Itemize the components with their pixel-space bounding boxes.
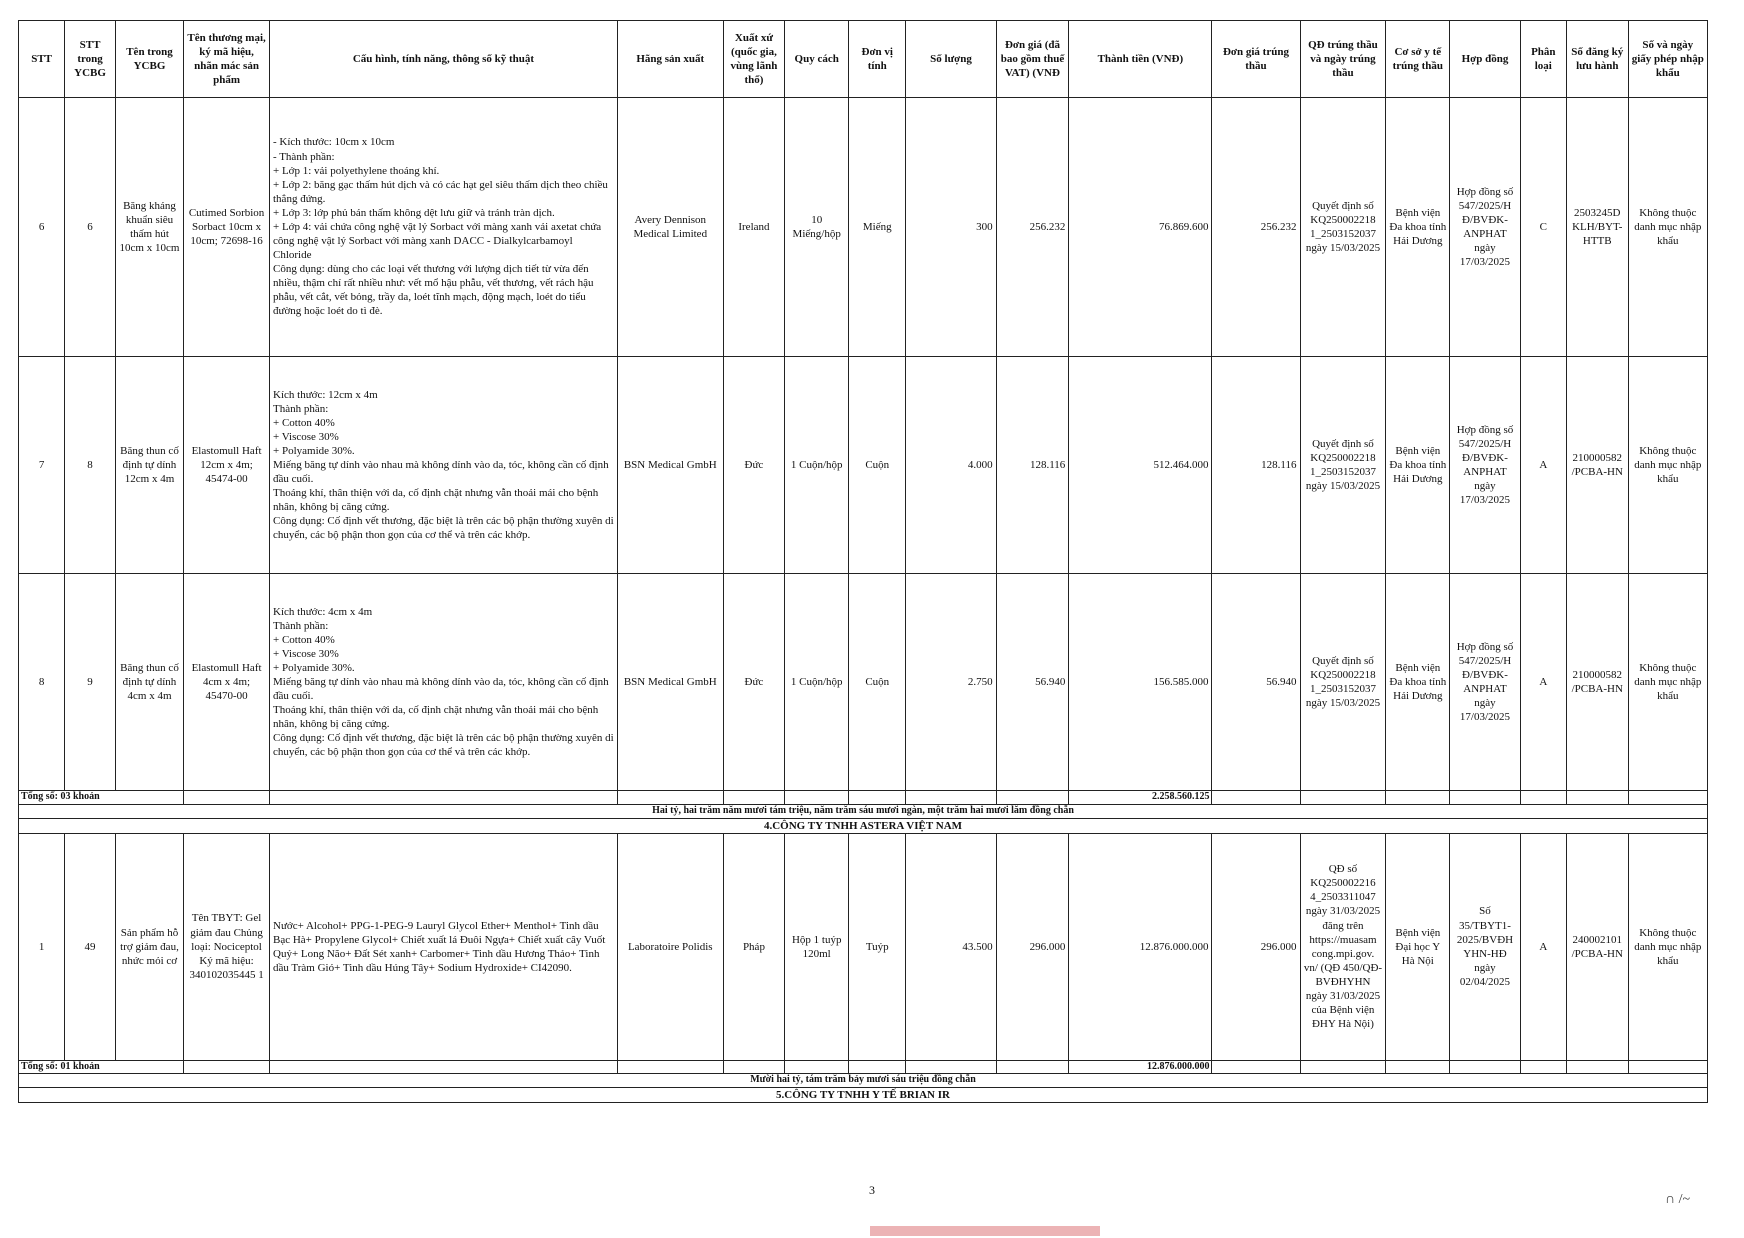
- col-xuat-xu: Xuất xứ (quốc gia, vùng lãnh thổ): [723, 21, 785, 98]
- cell-don-gia: 256.232: [996, 98, 1069, 357]
- col-stt: STT: [19, 21, 65, 98]
- col-ten-thuong-mai: Tên thương mại, ký mã hiệu, nhãn mác sản phẩm: [184, 21, 270, 98]
- total-count-row: [19, 1060, 1708, 1074]
- col-giay-phep: Số và ngày giấy phép nhập khẩu: [1628, 21, 1707, 98]
- cell-giay-phep: Không thuộc danh mục nhập khẩu: [1628, 357, 1707, 574]
- cell-giay-phep: Không thuộc danh mục nhập khẩu: [1628, 833, 1707, 1060]
- cell-don-gia: 56.940: [996, 574, 1069, 791]
- col-so-dang-ky: Số đăng ký lưu hành: [1566, 21, 1628, 98]
- table-row: [19, 833, 1708, 1060]
- col-don-gia-trung-thau: Đơn giá trúng thầu: [1212, 21, 1300, 98]
- col-cau-hinh: Cấu hình, tính năng, thông số kỹ thuật: [270, 21, 618, 98]
- cell-hop-dong: Số 35/TBYT1-2025/BVĐH YHN-HĐ ngày 02/04/2025: [1450, 833, 1520, 1060]
- cell-stt: 7: [19, 357, 65, 574]
- cell-hang-sx: Laboratoire Polidis: [617, 833, 723, 1060]
- col-qd-trung-thau: QĐ trúng thầu và ngày trúng thầu: [1300, 21, 1386, 98]
- cell-quy-cach: 10 Miếng/hộp: [785, 98, 849, 357]
- cell-so-luong: 300: [906, 98, 996, 357]
- cell-xuat-xu: Ireland: [723, 98, 785, 357]
- section-heading: 4.CÔNG TY TNHH ASTERA VIỆT NAM: [19, 818, 1708, 833]
- page-number: 3: [869, 1183, 875, 1197]
- cell-stt-ycbg: 9: [65, 574, 116, 791]
- col-quy-cach: Quy cách: [785, 21, 849, 98]
- cell-don-gia-trung-thau: 56.940: [1212, 574, 1300, 791]
- cell-so-dang-ky: 2503245D KLH/BYT-HTTB: [1566, 98, 1628, 357]
- cell-cau-hinh: Kích thước: 4cm x 4m Thành phần: + Cotton 40% + Viscose 30% + Polyamide 30%. Miếng băng tự dính vào nhau mà không dính vào da, tóc, không cần cố định đầu cuối. Thoáng khí, thân thiện với da, cố định chặt nhưng vẫn thoải mái cho bệnh nhân, không bị căng cứng. Công dụng: Cố định vết thương, đặc biệt là trên các bộ phận thường xuyên di chuyển, các bộ phận thon gọn của cơ thể và trên các khớp.: [270, 574, 618, 791]
- cell-stt-ycbg: 8: [65, 357, 116, 574]
- col-hang-sx: Hãng sản xuất: [617, 21, 723, 98]
- cell-stt: 6: [19, 98, 65, 357]
- cell-phan-loai: A: [1520, 357, 1566, 574]
- cell-ten-ycbg: Băng thun cố định tự dính 12cm x 4m: [115, 357, 183, 574]
- cell-hang-sx: BSN Medical GmbH: [617, 574, 723, 791]
- cell-thanh-tien: 156.585.000: [1069, 574, 1212, 791]
- col-ten-ycbg: Tên trong YCBG: [115, 21, 183, 98]
- cell-cau-hinh: - Kích thước: 10cm x 10cm - Thành phần: + Lớp 1: vải polyethylene thoáng khí. + Lớp 2: băng gạc thấm hút dịch và có các hạt gel siêu thấm dịch theo chiều thẳng đứng. + Lớp 3: lớp phủ bán thấm không dệt lưu giữ và tránh tràn dịch. + Lớp 4: vải chứa công nghệ vật lý Sorbact với màng xanh vải axetat chứa công nghệ vật lý Sorbact với màng xanh DACC - Dialkylcarbamoyl Chloride Công dụng: dùng cho các loại vết thương với lượng dịch tiết từ vừa đến nhiều, thậm chí rất nhiều như: vết mổ hậu phẫu, vết thương, vết rách hậu phẫu, vết cắt, vết bỏng, trầy da, loét tĩnh mạch, động mạch, loét do tiểu đường hoặc loét do tì đè.: [270, 98, 618, 357]
- cell-ten-thuong-mai: Elastomull Haft 4cm x 4m; 45470-00: [184, 574, 270, 791]
- cell-xuat-xu: Đức: [723, 357, 785, 574]
- cell-ten-ycbg: Băng thun cố định tự dính 4cm x 4m: [115, 574, 183, 791]
- cell-stt-ycbg: 49: [65, 833, 116, 1060]
- cell-giay-phep: Không thuộc danh mục nhập khẩu: [1628, 98, 1707, 357]
- cell-hop-dong: Hợp đồng số 547/2025/H Đ/BVĐK-ANPHAT ngày 17/03/2025: [1450, 98, 1520, 357]
- cell-don-vi: Miếng: [849, 98, 906, 357]
- section-heading-row: [19, 1088, 1708, 1103]
- cell-giay-phep: Không thuộc danh mục nhập khẩu: [1628, 574, 1707, 791]
- table-row: [19, 574, 1708, 791]
- cell-don-vi: Cuộn: [849, 574, 906, 791]
- total-count-label: Tổng số: 03 khoản: [19, 791, 184, 805]
- cell-stt: 8: [19, 574, 65, 791]
- cell-so-luong: 43.500: [906, 833, 996, 1060]
- cell-quy-cach: 1 Cuộn/hộp: [785, 574, 849, 791]
- cell-so-luong: 4.000: [906, 357, 996, 574]
- cell-co-so: Bệnh viện Đại học Y Hà Nội: [1386, 833, 1450, 1060]
- cell-so-dang-ky: 210000582 /PCBA-HN: [1566, 357, 1628, 574]
- cell-cau-hinh: Kích thước: 12cm x 4m Thành phần: + Cotton 40% + Viscose 30% + Polyamide 30%. Miếng băng tự dính vào nhau mà không dính vào da, tóc, không cần cố định đầu cuối. Thoáng khí, thân thiện với da, cố định chặt nhưng vẫn thoải mái cho bệnh nhân, không bị căng cứng. Công dụng: Cố định vết thương, đặc biệt là trên các bộ phận thường xuyên di chuyển, các bộ phận thon gọn của cơ thể và trên các khớp.: [270, 357, 618, 574]
- cell-xuat-xu: Đức: [723, 574, 785, 791]
- red-stamp-fragment: [870, 1226, 1100, 1236]
- section-heading: 5.CÔNG TY TNHH Y TẾ BRIAN IR: [19, 1088, 1708, 1103]
- cell-phan-loai: A: [1520, 574, 1566, 791]
- cell-qd-trung-thau: Quyết định số KQ250002218 1_2503152037 ngày 15/03/2025: [1300, 574, 1386, 791]
- total-in-words: Hai tỷ, hai trăm năm mươi tám triệu, năm trăm sáu mươi ngàn, một trăm hai mươi lăm đồng chẵn: [19, 804, 1708, 818]
- col-so-luong: Số lượng: [906, 21, 996, 98]
- cell-thanh-tien: 512.464.000: [1069, 357, 1212, 574]
- cell-so-dang-ky: 210000582 /PCBA-HN: [1566, 574, 1628, 791]
- table-row: [19, 98, 1708, 357]
- cell-co-so: Bệnh viện Đa khoa tỉnh Hải Dương: [1386, 574, 1450, 791]
- cell-phan-loai: A: [1520, 833, 1566, 1060]
- total-count-row: [19, 791, 1708, 805]
- cell-hop-dong: Hợp đồng số 547/2025/H Đ/BVĐK-ANPHAT ngày 17/03/2025: [1450, 574, 1520, 791]
- cell-don-gia: 296.000: [996, 833, 1069, 1060]
- total-in-words-row: [19, 804, 1708, 818]
- bid-results-table: [18, 20, 1708, 1103]
- header-row: [19, 21, 1708, 98]
- cell-thanh-tien: 12.876.000.000: [1069, 833, 1212, 1060]
- col-don-vi: Đơn vị tính: [849, 21, 906, 98]
- total-in-words-row: [19, 1074, 1708, 1088]
- col-phan-loai: Phân loại: [1520, 21, 1566, 98]
- cell-phan-loai: C: [1520, 98, 1566, 357]
- cell-ten-ycbg: Băng kháng khuẩn siêu thấm hút 10cm x 10cm: [115, 98, 183, 357]
- col-co-so: Cơ sở y tế trúng thầu: [1386, 21, 1450, 98]
- cell-hang-sx: BSN Medical GmbH: [617, 357, 723, 574]
- cell-don-gia-trung-thau: 296.000: [1212, 833, 1300, 1060]
- cell-hop-dong: Hợp đồng số 547/2025/H Đ/BVĐK-ANPHAT ngày 17/03/2025: [1450, 357, 1520, 574]
- cell-stt: 1: [19, 833, 65, 1060]
- cell-qd-trung-thau: QĐ số KQ250002216 4_2503311047 ngày 31/03/2025 đăng trên https://muasam cong.mpi.gov. vn/ (QĐ 450/QĐ-BVĐHYHN ngày 31/03/2025 của Bệnh viện ĐHY Hà Nội): [1300, 833, 1386, 1060]
- cell-don-gia-trung-thau: 256.232: [1212, 98, 1300, 357]
- cell-thanh-tien: 76.869.600: [1069, 98, 1212, 357]
- col-hop-dong: Hợp đồng: [1450, 21, 1520, 98]
- cell-hang-sx: Avery Dennison Medical Limited: [617, 98, 723, 357]
- cell-don-vi: Cuộn: [849, 357, 906, 574]
- cell-quy-cach: 1 Cuộn/hộp: [785, 357, 849, 574]
- table-row: [19, 357, 1708, 574]
- total-count-label: Tổng số: 01 khoản: [19, 1060, 184, 1074]
- total-amount: 2.258.560.125: [1069, 791, 1212, 805]
- cell-don-gia-trung-thau: 128.116: [1212, 357, 1300, 574]
- cell-qd-trung-thau: Quyết định số KQ250002218 1_2503152037 ngày 15/03/2025: [1300, 357, 1386, 574]
- handwritten-initials: ∩ /~: [1665, 1192, 1691, 1207]
- cell-ten-thuong-mai: Elastomull Haft 12cm x 4m; 45474-00: [184, 357, 270, 574]
- cell-qd-trung-thau: Quyết định số KQ250002218 1_2503152037 ngày 15/03/2025: [1300, 98, 1386, 357]
- cell-don-gia: 128.116: [996, 357, 1069, 574]
- cell-co-so: Bệnh viện Đa khoa tỉnh Hải Dương: [1386, 357, 1450, 574]
- total-in-words: Mười hai tỷ, tám trăm bảy mươi sáu triệu đồng chẵn: [19, 1074, 1708, 1088]
- col-thanh-tien: Thành tiền (VNĐ): [1069, 21, 1212, 98]
- cell-so-luong: 2.750: [906, 574, 996, 791]
- cell-ten-ycbg: Sản phẩm hỗ trợ giảm đau, nhức mỏi cơ: [115, 833, 183, 1060]
- cell-co-so: Bệnh viện Đa khoa tỉnh Hải Dương: [1386, 98, 1450, 357]
- cell-cau-hinh: Nước+ Alcohol+ PPG-1-PEG-9 Lauryl Glycol Ether+ Menthol+ Tinh dầu Bạc Hà+ Propylene Glycol+ Chiết xuất lá Đuôi Ngựa+ Chiết xuất cây Vuốt Quỷ+ Long Não+ Đất Sét xanh+ Carbomer+ Tinh dầu Hương Thảo+ Tinh dầu Tràm Gió+ Tinh dầu Húng Tây+ Sodium Hydroxide+ CI42090.: [270, 833, 618, 1060]
- col-stt-ycbg: STT trong YCBG: [65, 21, 116, 98]
- cell-quy-cach: Hộp 1 tuýp 120ml: [785, 833, 849, 1060]
- section-heading-row: [19, 818, 1708, 833]
- cell-stt-ycbg: 6: [65, 98, 116, 357]
- cell-so-dang-ky: 240002101 /PCBA-HN: [1566, 833, 1628, 1060]
- procurement-table-sheet: [18, 20, 1708, 1103]
- total-amount: 12.876.000.000: [1069, 1060, 1212, 1074]
- cell-ten-thuong-mai: Tên TBYT: Gel giảm đau Chủng loại: Nociceptol Ký mã hiệu: 340102035445 1: [184, 833, 270, 1060]
- cell-xuat-xu: Pháp: [723, 833, 785, 1060]
- cell-don-vi: Tuýp: [849, 833, 906, 1060]
- cell-ten-thuong-mai: Cutimed Sorbion Sorbact 10cm x 10cm; 72698-16: [184, 98, 270, 357]
- col-don-gia: Đơn giá (đã bao gồm thuế VAT) (VNĐ: [996, 21, 1069, 98]
